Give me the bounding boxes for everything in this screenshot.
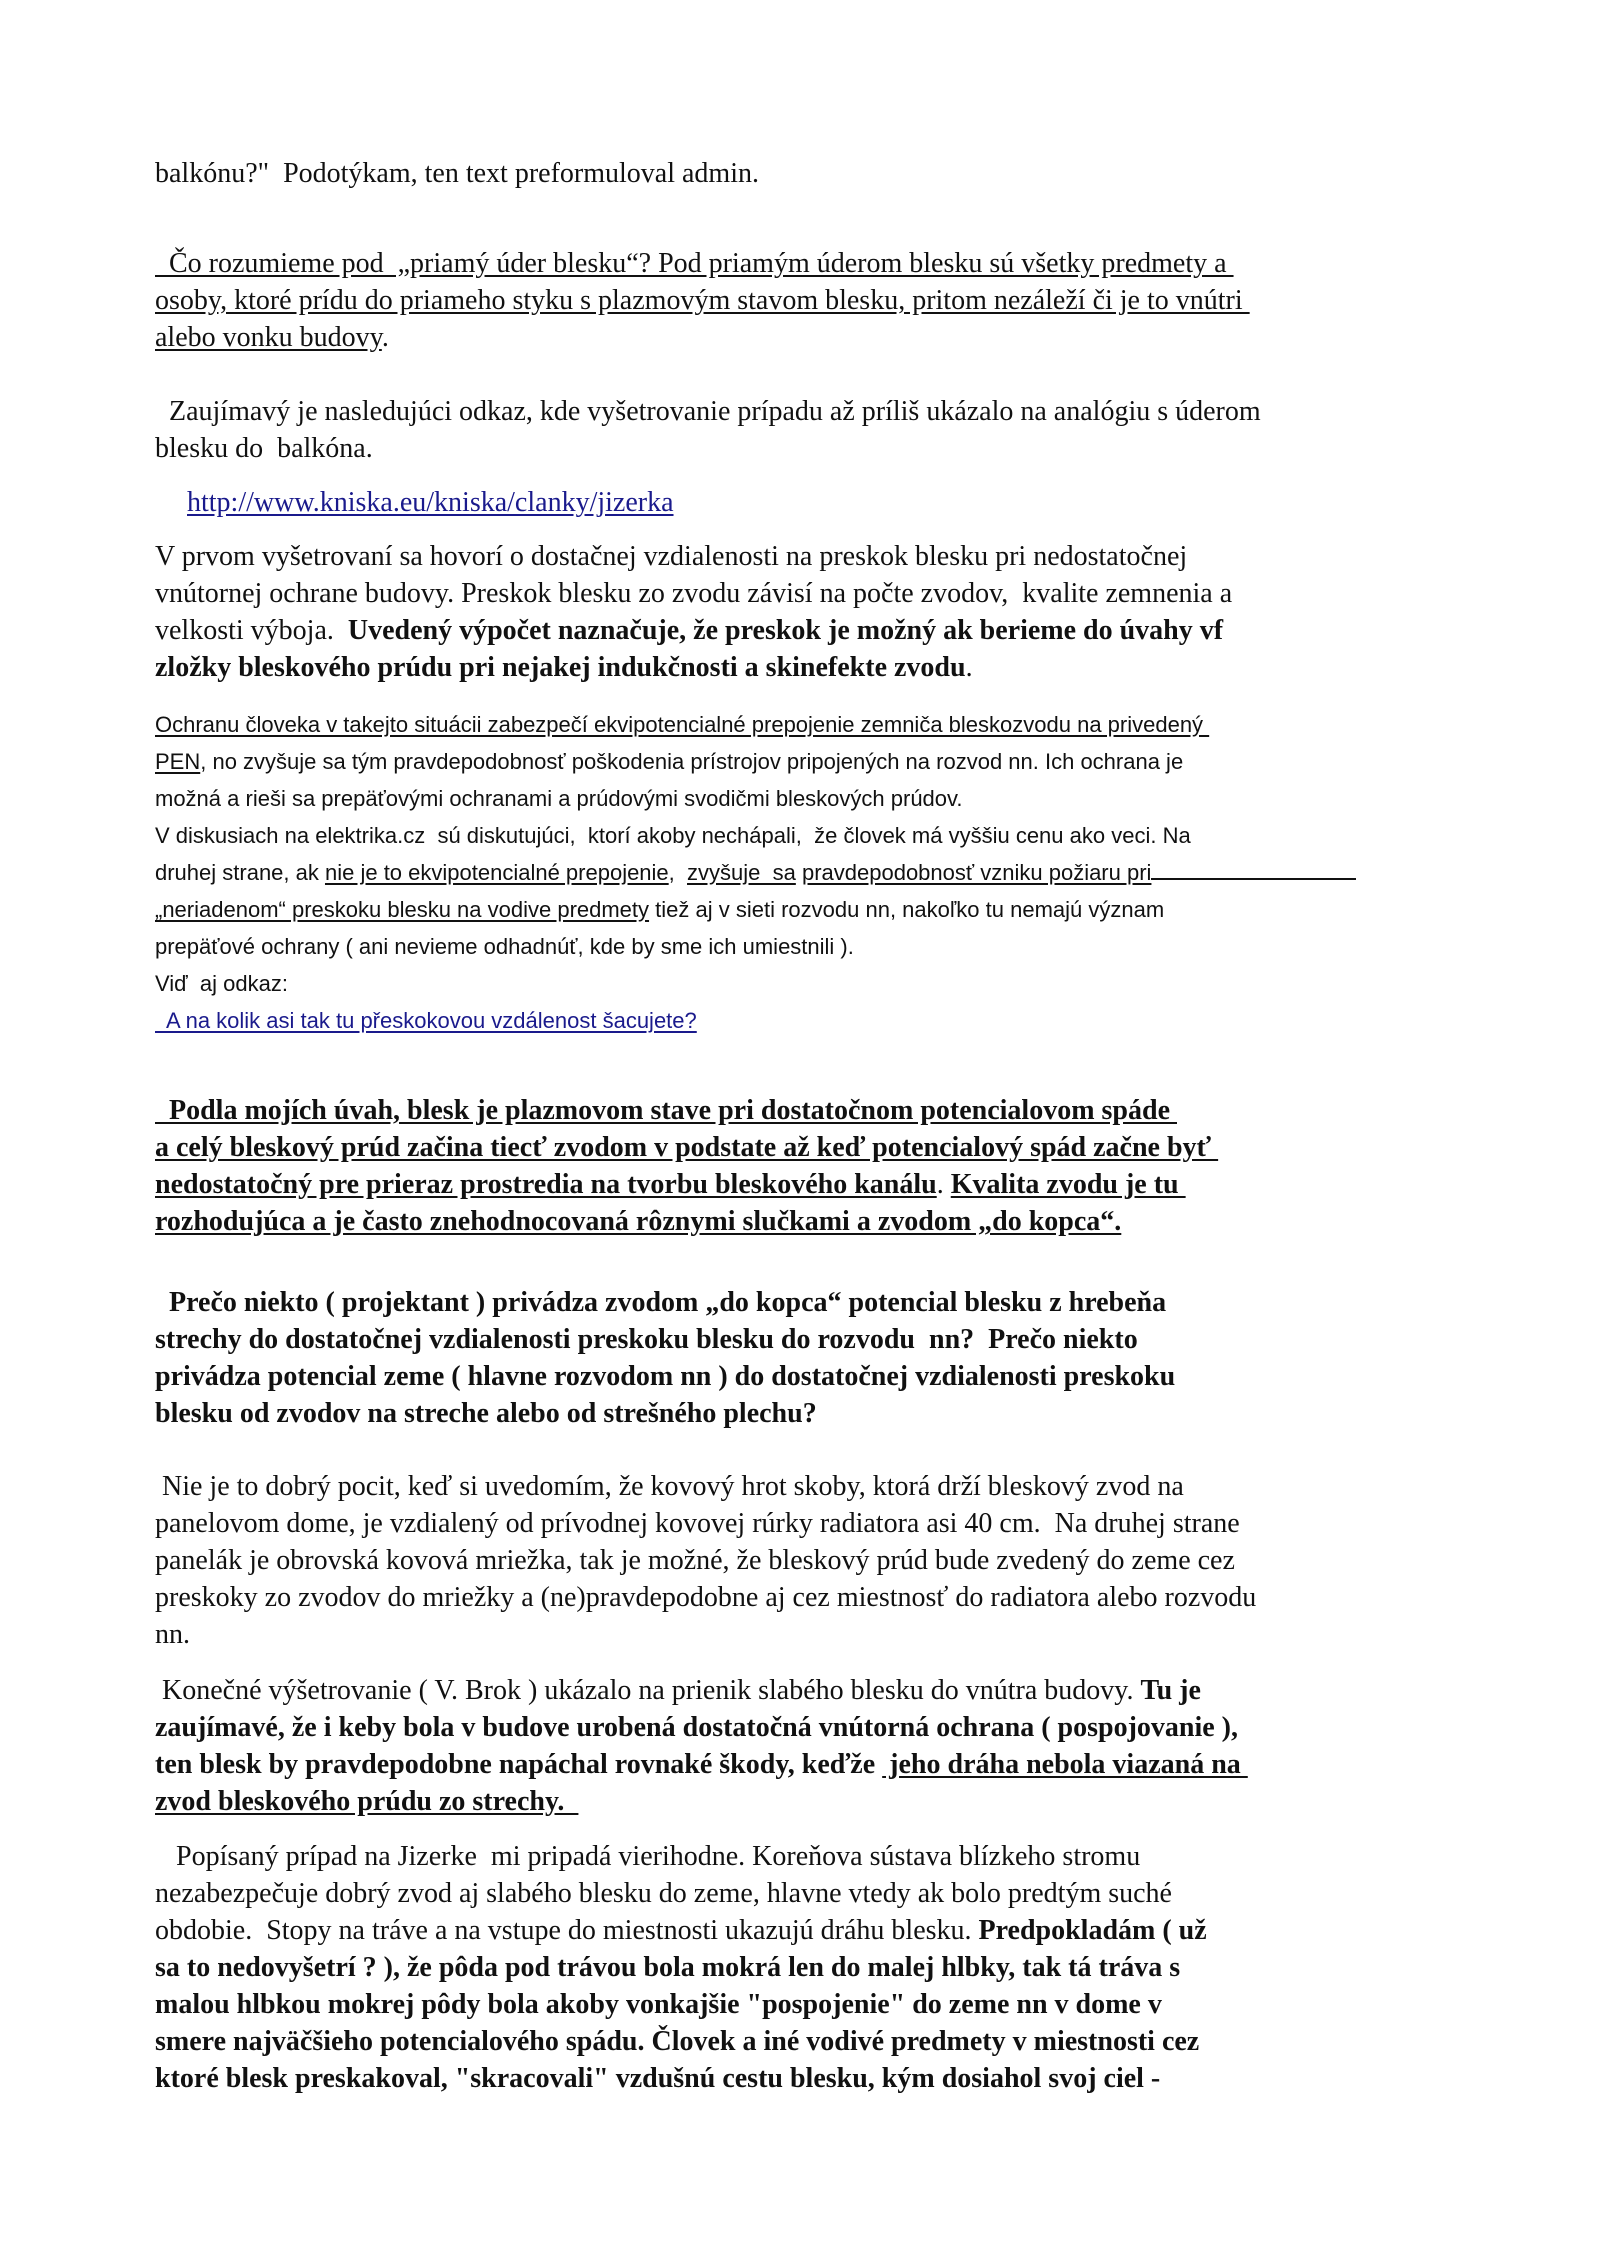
text-line: privádza potencial zeme ( hlavne rozvodom nn ) do dostatočnej vzdialenosti preskoku bbox=[155, 1361, 1176, 1392]
text-segment: ten blesk by pravdepodobne napáchal rovnaké škody, keďže bbox=[155, 1749, 883, 1780]
paragraph-author-opinion bbox=[155, 1092, 1455, 1240]
text-line: balkónu?" Podotýkam, ten text preformuloval admin. bbox=[155, 158, 759, 189]
text-segment: jeho dráha nebola viazaná na bbox=[882, 1749, 1248, 1780]
text-line: blesku do balkóna. bbox=[155, 433, 373, 464]
paragraph-intro bbox=[155, 155, 1455, 192]
text-segment: . bbox=[965, 652, 973, 683]
paragraph-final-investigation bbox=[155, 1672, 1455, 1820]
text-line: V prvom vyšetrovaní sa hovorí o dostačnej vzdialenosti na preskok blesku pri nedostatočnej bbox=[155, 541, 1188, 572]
text-segment: zvyšuje sa bbox=[687, 860, 796, 885]
underline-rule bbox=[1151, 860, 1356, 880]
text-line: vnútornej ochrane budovy. Preskok blesku zo zvodu závisí na počte zvodov, kvalite zemnenia a bbox=[155, 578, 1233, 609]
text-line: Viď aj odkaz: bbox=[155, 971, 288, 996]
text-segment: alebo vonku budovy bbox=[155, 322, 382, 353]
text-segment: , bbox=[668, 860, 688, 885]
text-line: blesku od zvodov na streche alebo od strešného plechu? bbox=[155, 1398, 817, 1429]
text-line: Nie je to dobrý pocit, keď si uvedomím, že kovový hrot skoby, ktorá drží bleskový zvod na bbox=[155, 1471, 1184, 1502]
link-row bbox=[187, 484, 1487, 521]
text-segment: , no zvyšuje sa tým pravdepodobnosť poškodenia prístrojov pripojených na rozvod nn. Ich ochrana je bbox=[200, 749, 1184, 774]
text-line: strechy do dostatočnej vzdialenosti preskoku blesku do rozvodu nn? Prečo niekto bbox=[155, 1324, 1138, 1355]
text-line: ktoré blesk preskakoval, "skracovali" vzdušnú cestu blesku, kým dosiahol svoj ciel - bbox=[155, 2063, 1161, 2094]
text-line: zaujímavé, že i keby bola v budove urobená dostatočná vnútorná ochrana ( pospojovanie ), bbox=[155, 1712, 1239, 1743]
text-segment: Uvedený výpočet naznačuje, že preskok je možný ak berieme do úvahy vf bbox=[347, 615, 1224, 646]
text-segment: pravdepodobnosť vzniku požiaru pri bbox=[801, 860, 1152, 885]
text-segment: . bbox=[936, 1169, 951, 1200]
text-line: malou hlbkou mokrej pôdy bola akoby vonkajšie "pospojenie" do zeme nn v dome v bbox=[155, 1989, 1162, 2020]
text-segment: obdobie. Stopy na tráve a na vstupe do miestnosti ukazujú dráhu blesku. bbox=[155, 1915, 979, 1946]
text-segment: druhej strane, ak bbox=[155, 860, 325, 885]
text-line: možná a rieši sa prepäťovými ochranami a prúdovými svodičmi bleskových prúdov. bbox=[155, 786, 963, 811]
text-segment: Kvalita zvodu je tu bbox=[950, 1169, 1186, 1200]
preskok-discussion-link[interactable]: A na kolik asi tak tu přeskokovou vzdálenost šacujete? bbox=[155, 1008, 697, 1033]
text-line: zvod bleskového prúdu zo strechy. bbox=[155, 1786, 579, 1817]
text-segment: „neriadenom“ preskoku blesku na vodive predmety bbox=[155, 897, 650, 922]
paragraph-panel-house bbox=[155, 1468, 1455, 1653]
text-line: nn. bbox=[155, 1619, 190, 1650]
text-line: nezabezpečuje dobrý zvod aj slabého blesku do zeme, hlavne vtedy ak bolo predtým suché bbox=[155, 1878, 1172, 1909]
text-line: prepäťové ochrany ( ani nevieme odhadnúť, kde by sme ich umiestnili ). bbox=[155, 934, 854, 959]
text-line: osoby, ktoré prídu do priameho styku s plazmovým stavom blesku, pritom nezáleží či je to vnútri bbox=[155, 285, 1250, 316]
text-segment: tiež aj v sieti rozvodu nn, nakoľko tu nemajú význam bbox=[649, 897, 1165, 922]
text-segment: nedostatočný pre prieraz prostredia na tvorbu bleskového kanálu bbox=[155, 1169, 937, 1200]
paragraph-protection bbox=[155, 706, 1595, 1039]
text-segment: nie je to ekvipotencialné prepojenie bbox=[324, 860, 669, 885]
text-line: Podla mojích úvah, blesk je plazmovom stave pri dostatočnom potencialovom spáde bbox=[155, 1095, 1177, 1126]
text-line: Prečo niekto ( projektant ) privádza zvodom „do kopca“ potencial blesku z hrebeňa bbox=[155, 1287, 1167, 1318]
text-segment: Predpokladám ( už bbox=[978, 1915, 1207, 1946]
text-line: panelák je obrovská kovová mriežka, tak je možné, že bleskový prúd bude zvedený do zeme cez bbox=[155, 1545, 1235, 1576]
text-segment: velkosti výboja. bbox=[155, 615, 348, 646]
text-line: Zaujímavý je nasledujúci odkaz, kde vyšetrovanie prípadu až príliš ukázalo na analógiu s úderom bbox=[155, 396, 1261, 427]
text-line: Popísaný prípad na Jizerke mi pripadá vierihodne. Koreňova sústava blízkeho stromu bbox=[155, 1841, 1141, 1872]
paragraph-first-investigation bbox=[155, 538, 1455, 686]
paragraph-definition bbox=[155, 245, 1455, 356]
text-line: sa to nedovyšetrí ? ), že pôda pod trávou bola mokrá len do malej hlbky, tak tá tráva s bbox=[155, 1952, 1181, 1983]
text-line: smere najväčšieho potencialového spádu. Človek a iné vodivé predmety v miestnosti cez bbox=[155, 2026, 1200, 2057]
paragraph-why-question bbox=[155, 1284, 1455, 1432]
text-line: rozhodujúca a je často znehodnocovaná rôznymi slučkami a zvodom „do kopca“. bbox=[155, 1206, 1122, 1237]
text-segment: Tu je bbox=[1140, 1675, 1201, 1706]
text-line: Ochranu človeka v takejto situácii zabezpečí ekvipotencialné prepojenie zemniča bleskozvodu na privedený bbox=[155, 712, 1210, 737]
text-line: preskoky zo zvodov do mriežky a (ne)pravdepodobne aj cez miestnosť do radiatora alebo rozvodu bbox=[155, 1582, 1257, 1613]
text-segment: zložky bleskového prúdu pri nejakej indukčnosti a skinefekte zvodu bbox=[155, 652, 966, 683]
text-segment: Konečné výšetrovanie ( V. Brok ) ukázalo na prienik slabého blesku do vnútra budovy. bbox=[155, 1675, 1141, 1706]
text-line: V diskusiach na elektrika.cz sú diskutujúci, ktorí akoby nechápali, že človek má vyššiu cenu ako veci. Na bbox=[155, 823, 1191, 848]
text-line: a celý bleskový prúd začina tiecť zvodom v podstate až keď potencialový spád začne byť bbox=[155, 1132, 1219, 1163]
paragraph-jizerka-case bbox=[155, 1838, 1455, 2097]
text-line: Čo rozumieme pod „priamý úder blesku“? Pod priamým úderom blesku sú všetky predmety a bbox=[155, 248, 1234, 279]
jizerka-link[interactable]: http://www.kniska.eu/kniska/clanky/jizerka bbox=[187, 487, 674, 518]
text-segment: PEN bbox=[155, 749, 201, 774]
text-line: panelovom dome, je vzdialený od prívodnej kovovej rúrky radiatora asi 40 cm. Na druhej strane bbox=[155, 1508, 1240, 1539]
text-segment: . bbox=[381, 322, 389, 353]
paragraph-interesting-link bbox=[155, 393, 1455, 467]
